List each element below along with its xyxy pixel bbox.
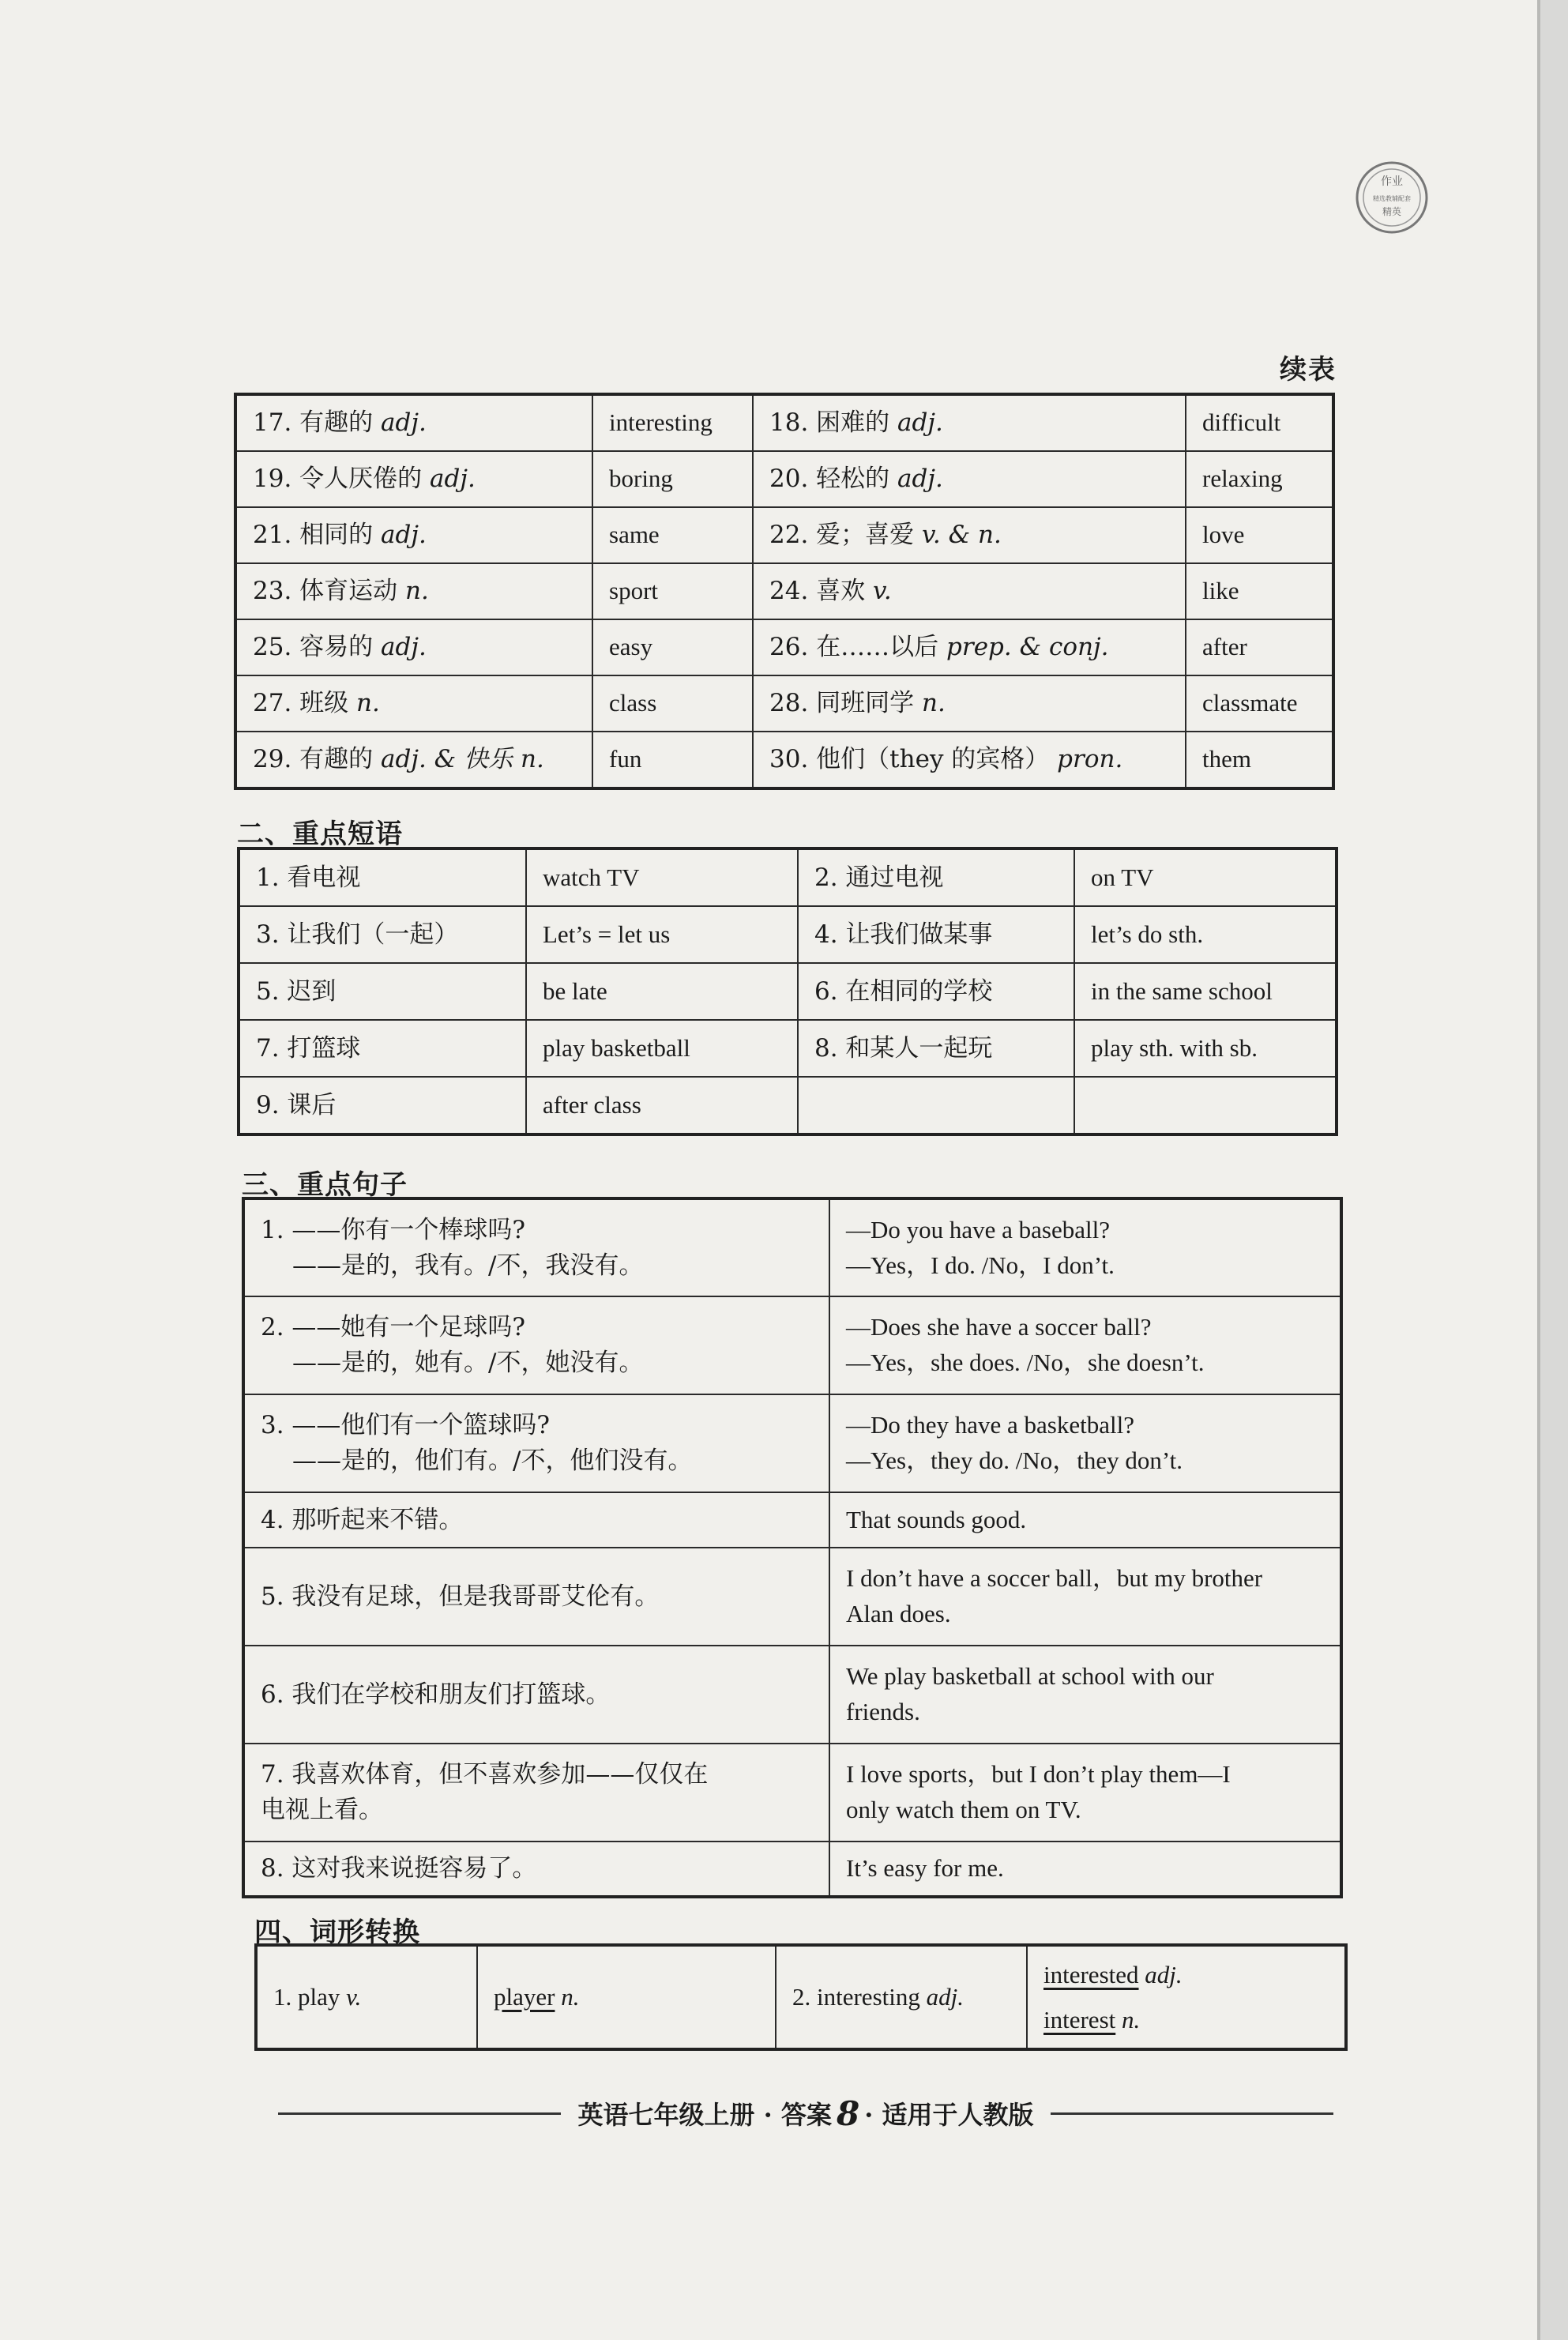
phrase-english-cell xyxy=(1074,1077,1337,1134)
vocab-chinese-cell xyxy=(753,394,1186,451)
vocab-part-of-speech: prep. & conj. xyxy=(946,633,1109,662)
vocab-english-cell xyxy=(592,507,753,563)
vocab-part-of-speech: adj. xyxy=(430,465,476,494)
phrase-chinese: 4. 让我们做某事 xyxy=(814,920,993,949)
vocab-english-cell xyxy=(592,619,753,675)
phrase-chinese-cell xyxy=(239,848,526,906)
sentence-chinese-line-1: 1. ——你有一个棒球吗? xyxy=(261,1215,526,1244)
sentence-english-cell xyxy=(829,1296,1341,1394)
phrase-english-cell xyxy=(1074,906,1337,963)
phrase-chinese: 5. 迟到 xyxy=(256,976,337,1006)
stamp-text-top: 作业 xyxy=(1381,175,1403,188)
phrase-english: after class xyxy=(543,1090,641,1119)
vocab-chinese-cell xyxy=(753,619,1186,675)
page-number: 8 xyxy=(836,2094,860,2133)
phrase-english-cell xyxy=(526,1077,798,1134)
section-title-sentences: 三、重点句子 xyxy=(242,1169,408,1201)
vocab-english: relaxing xyxy=(1202,465,1283,493)
sentence-english-cell xyxy=(829,1646,1341,1744)
vocab-english-cell xyxy=(592,732,753,788)
vocab-chinese: 有趣的 xyxy=(299,745,374,774)
phrase-english-cell xyxy=(1074,963,1337,1020)
sentence-english-line-1: That sounds good. xyxy=(846,1505,1027,1533)
sentence-chinese-line-1: 6. 我们在学校和朋友们打篮球。 xyxy=(261,1680,611,1709)
sentence-english-cell xyxy=(829,1394,1341,1492)
sentence-row xyxy=(243,1198,1341,1296)
vocab-part-of-speech: n. xyxy=(922,689,946,718)
vocab-part-of-speech: adj. xyxy=(381,633,427,662)
scan-edge xyxy=(1540,0,1568,2340)
vocab-number: 19. xyxy=(253,465,292,494)
sentence-english-cell xyxy=(829,1548,1341,1646)
stamp-text-mid: 精选教辅配套 xyxy=(1373,195,1411,202)
phrase-english-cell xyxy=(1074,848,1337,906)
word-form-word: interesting xyxy=(817,1982,920,2011)
sentence-chinese-line-2: ——是的，她有。/不，她没有。 xyxy=(292,1349,644,1377)
sentence-english-cell xyxy=(829,1492,1341,1548)
vocab-chinese: 班级 xyxy=(299,689,349,718)
footer-book-title: 英语七年级上册 · 答案 xyxy=(577,2100,832,2130)
phrase-english: play basketball xyxy=(543,1033,690,1062)
vocab-table xyxy=(234,393,1335,790)
sentence-english-cell xyxy=(829,1744,1341,1842)
vocab-english: interesting xyxy=(609,408,713,437)
sentence-row xyxy=(243,1548,1341,1646)
word-form-pos: n. xyxy=(561,1982,580,2011)
word-form-answer-2 xyxy=(1027,1945,1346,2049)
vocab-chinese-cell xyxy=(753,732,1186,788)
phrase-chinese-cell xyxy=(239,906,526,963)
sentence-english-line-2: friends. xyxy=(846,1698,920,1725)
vocab-part-of-speech: v. xyxy=(873,577,892,606)
phrase-chinese: 8. 和某人一起玩 xyxy=(814,1033,993,1063)
word-form-num: 1. xyxy=(273,1982,292,2011)
phrase-english-cell xyxy=(1074,1020,1337,1077)
phrase-english-cell xyxy=(526,906,798,963)
vocab-chinese-cell xyxy=(235,563,592,619)
word-form-answer-1 xyxy=(477,1945,776,2049)
stamp-text-bottom: 精英 xyxy=(1382,206,1402,217)
vocab-english: difficult xyxy=(1202,408,1281,437)
vocab-chinese-cell xyxy=(753,675,1186,732)
vocab-row xyxy=(235,675,1333,732)
vocab-part-of-speech: adj. & 快乐 n. xyxy=(381,745,544,774)
vocab-chinese: 容易的 xyxy=(299,633,374,662)
continued-label: 续表 xyxy=(1280,354,1337,386)
phrase-chinese-cell xyxy=(239,963,526,1020)
sentence-english-line-2: —Yes，they do. /No，they don’t. xyxy=(846,1447,1183,1474)
vocab-chinese-cell xyxy=(753,507,1186,563)
phrase-chinese: 1. 看电视 xyxy=(256,863,361,892)
vocab-english-cell xyxy=(1186,507,1333,563)
vocab-number: 17. xyxy=(253,408,292,438)
sentence-chinese-cell xyxy=(243,1394,829,1492)
word-form-num: 2. xyxy=(792,1982,811,2011)
sentence-english-line-1: I don’t have a soccer ball，but my brother xyxy=(846,1564,1263,1593)
vocab-chinese-cell xyxy=(753,563,1186,619)
sentence-table xyxy=(242,1197,1343,1898)
vocab-english-cell xyxy=(1186,394,1333,451)
sentence-english-line-1: It’s easy for me. xyxy=(846,1854,1004,1883)
phrase-english: let’s do sth. xyxy=(1091,920,1204,948)
word-form-pos: adj. xyxy=(1145,1960,1183,1988)
vocab-number: 25. xyxy=(253,633,292,662)
phrase-chinese-cell xyxy=(798,963,1074,1020)
vocab-chinese-cell xyxy=(753,451,1186,507)
sentence-chinese-cell xyxy=(243,1842,829,1897)
sentence-english-line-2: —Yes，she does. /No，she doesn’t. xyxy=(846,1349,1205,1376)
sentence-chinese-line-1: 5. 我没有足球，但是我哥哥艾伦有。 xyxy=(261,1582,660,1611)
sentence-row xyxy=(243,1394,1341,1492)
publisher-stamp xyxy=(1352,158,1431,237)
sentence-chinese-cell xyxy=(243,1492,829,1548)
vocab-chinese-cell xyxy=(235,507,592,563)
sentence-english-line-1: —Does she have a soccer ball? xyxy=(846,1313,1152,1341)
phrase-chinese-cell xyxy=(798,1077,1074,1134)
vocab-number: 23. xyxy=(253,577,292,606)
word-form-table xyxy=(254,1943,1348,2051)
vocab-chinese: 有趣的 xyxy=(299,408,374,438)
vocab-english-cell xyxy=(592,394,753,451)
sentence-chinese-line-1: 2. ——她有一个足球吗? xyxy=(261,1313,526,1342)
phrase-english: on TV xyxy=(1091,863,1154,891)
phrase-chinese: 2. 通过电视 xyxy=(814,863,944,892)
vocab-part-of-speech: adj. xyxy=(897,408,943,438)
sentence-chinese-line-1: 7. 我喜欢体育，但不喜欢参加——仅仅在 xyxy=(261,1760,709,1789)
sentence-chinese-cell xyxy=(243,1296,829,1394)
vocab-english-cell xyxy=(592,675,753,732)
footer-rule-right xyxy=(1051,2112,1333,2115)
sentence-chinese-cell xyxy=(243,1548,829,1646)
vocab-row xyxy=(235,619,1333,675)
vocab-english-cell xyxy=(592,451,753,507)
phrase-chinese: 7. 打篮球 xyxy=(256,1033,361,1063)
vocab-english: after xyxy=(1202,633,1247,661)
phrase-chinese-cell xyxy=(798,848,1074,906)
sentence-chinese-cell xyxy=(243,1744,829,1842)
vocab-row xyxy=(235,507,1333,563)
vocab-english-cell xyxy=(592,563,753,619)
word-form-word: interest xyxy=(1043,2006,1116,2033)
vocab-english-cell xyxy=(1186,451,1333,507)
vocab-part-of-speech: pron. xyxy=(1057,745,1123,774)
vocab-english-cell xyxy=(1186,732,1333,788)
word-form-pos: v. xyxy=(346,1982,362,2011)
vocab-number: 24. xyxy=(769,577,809,606)
page-footer xyxy=(261,2094,1351,2133)
section-title-phrases: 二、重点短语 xyxy=(237,818,403,850)
vocab-chinese: 喜欢 xyxy=(816,577,866,606)
sentence-english-line-1: —Do you have a baseball? xyxy=(846,1215,1110,1243)
vocab-english: sport xyxy=(609,577,658,605)
vocab-number: 30. xyxy=(769,745,809,774)
vocab-number: 27. xyxy=(253,689,292,718)
phrase-chinese-cell xyxy=(798,906,1074,963)
phrase-chinese-cell xyxy=(798,1020,1074,1077)
sentence-english-line-2: —Yes，I do. /No，I don’t. xyxy=(846,1251,1115,1279)
vocab-number: 21. xyxy=(253,521,292,550)
vocab-english: them xyxy=(1202,745,1251,773)
sentence-chinese-line-1: 8. 这对我来说挺容易了。 xyxy=(261,1854,537,1883)
sentence-english-cell xyxy=(829,1198,1341,1296)
vocab-row xyxy=(235,394,1333,451)
vocab-chinese: 轻松的 xyxy=(816,465,890,494)
phrase-table xyxy=(237,847,1338,1136)
word-form-row xyxy=(256,1945,1346,2049)
phrase-english: play sth. with sb. xyxy=(1091,1033,1258,1062)
phrase-chinese: 9. 课后 xyxy=(256,1090,337,1119)
sentence-english-cell xyxy=(829,1842,1341,1897)
phrase-chinese: 3. 让我们（一起） xyxy=(256,920,459,949)
vocab-part-of-speech: adj. xyxy=(897,465,943,494)
word-form-pos: adj. xyxy=(926,1982,964,2011)
vocab-number: 18. xyxy=(769,408,809,438)
vocab-chinese: 爱；喜爱 xyxy=(816,521,915,550)
sentence-row xyxy=(243,1296,1341,1394)
sentence-chinese-line-1: 4. 那听起来不错。 xyxy=(261,1505,464,1534)
sentence-chinese-cell xyxy=(243,1646,829,1744)
vocab-english-cell xyxy=(1186,563,1333,619)
vocab-chinese-cell xyxy=(235,732,592,788)
sentence-chinese-line-2: 电视上看。 xyxy=(261,1796,383,1824)
phrase-english: in the same school xyxy=(1091,976,1273,1005)
phrase-english: Let’s = let us xyxy=(543,920,671,948)
vocab-number: 29. xyxy=(253,745,292,774)
vocab-english: easy xyxy=(609,633,653,661)
vocab-chinese: 他们（they 的宾格） xyxy=(816,745,1050,774)
word-form-question-1 xyxy=(256,1945,477,2049)
phrase-row xyxy=(239,848,1337,906)
phrase-row xyxy=(239,906,1337,963)
phrase-row xyxy=(239,963,1337,1020)
vocab-english: love xyxy=(1202,521,1245,549)
vocab-part-of-speech: n. xyxy=(356,689,380,718)
vocab-english: boring xyxy=(609,465,673,493)
phrase-english: be late xyxy=(543,976,607,1005)
sentence-english-line-2: Alan does. xyxy=(846,1600,951,1627)
sentence-chinese-line-2: ——是的，我有。/不，我没有。 xyxy=(292,1251,644,1280)
phrase-row xyxy=(239,1020,1337,1077)
vocab-number: 26. xyxy=(769,633,809,662)
vocab-chinese: 相同的 xyxy=(299,521,374,550)
word-form-word: play xyxy=(298,1982,340,2011)
vocab-english-cell xyxy=(1186,675,1333,732)
vocab-chinese-cell xyxy=(235,451,592,507)
vocab-english: class xyxy=(609,689,657,717)
vocab-english: same xyxy=(609,521,660,549)
phrase-english-cell xyxy=(526,963,798,1020)
sentence-row xyxy=(243,1842,1341,1897)
sentence-english-line-2: only watch them on TV. xyxy=(846,1796,1081,1823)
vocab-part-of-speech: n. xyxy=(405,577,429,606)
sentence-row xyxy=(243,1744,1341,1842)
phrase-chinese: 6. 在相同的学校 xyxy=(814,976,993,1006)
vocab-english-cell xyxy=(1186,619,1333,675)
section-title-word-forms: 四、词形转换 xyxy=(254,1917,420,1948)
vocab-number: 28. xyxy=(769,689,809,718)
vocab-chinese: 困难的 xyxy=(816,408,890,438)
sentence-chinese-line-2: ——是的，他们有。/不，他们没有。 xyxy=(292,1447,693,1475)
vocab-english: fun xyxy=(609,745,642,773)
vocab-chinese-cell xyxy=(235,675,592,732)
vocab-chinese: 同班同学 xyxy=(816,689,915,718)
vocab-row xyxy=(235,451,1333,507)
vocab-part-of-speech: v. & n. xyxy=(922,521,1002,550)
sentence-english-line-1: We play basketball at school with our xyxy=(846,1662,1214,1691)
word-form-pos: n. xyxy=(1122,2006,1141,2033)
phrase-row xyxy=(239,1077,1337,1134)
sentence-english-line-1: I love sports，but I don’t play them—I xyxy=(846,1760,1231,1789)
footer-edition: · 适用于人教版 xyxy=(864,2100,1034,2130)
phrase-chinese-cell xyxy=(239,1077,526,1134)
vocab-number: 20. xyxy=(769,465,809,494)
sentence-row xyxy=(243,1492,1341,1548)
phrase-chinese-cell xyxy=(239,1020,526,1077)
word-form-word: player xyxy=(494,1982,555,2011)
vocab-chinese: 体育运动 xyxy=(299,577,398,606)
word-form-word: interested xyxy=(1043,1960,1139,1988)
phrase-english-cell xyxy=(526,1020,798,1077)
sentence-chinese-line-1: 3. ——他们有一个篮球吗? xyxy=(261,1411,551,1440)
phrase-english: watch TV xyxy=(543,863,640,891)
vocab-english: like xyxy=(1202,577,1239,605)
phrase-english-cell xyxy=(526,848,798,906)
sentence-chinese-cell xyxy=(243,1198,829,1296)
vocab-chinese-cell xyxy=(235,619,592,675)
vocab-chinese-cell xyxy=(235,394,592,451)
sentence-row xyxy=(243,1646,1341,1744)
vocab-row xyxy=(235,732,1333,788)
vocab-number: 22. xyxy=(769,521,809,550)
word-form-question-2 xyxy=(776,1945,1027,2049)
vocab-english: classmate xyxy=(1202,689,1298,717)
vocab-row xyxy=(235,563,1333,619)
footer-rule-left xyxy=(278,2112,561,2115)
vocab-part-of-speech: adj. xyxy=(381,408,427,438)
vocab-part-of-speech: adj. xyxy=(381,521,427,550)
vocab-chinese: 在……以后 xyxy=(816,633,939,662)
vocab-chinese: 令人厌倦的 xyxy=(299,465,423,494)
sentence-english-line-1: —Do they have a basketball? xyxy=(846,1411,1134,1439)
